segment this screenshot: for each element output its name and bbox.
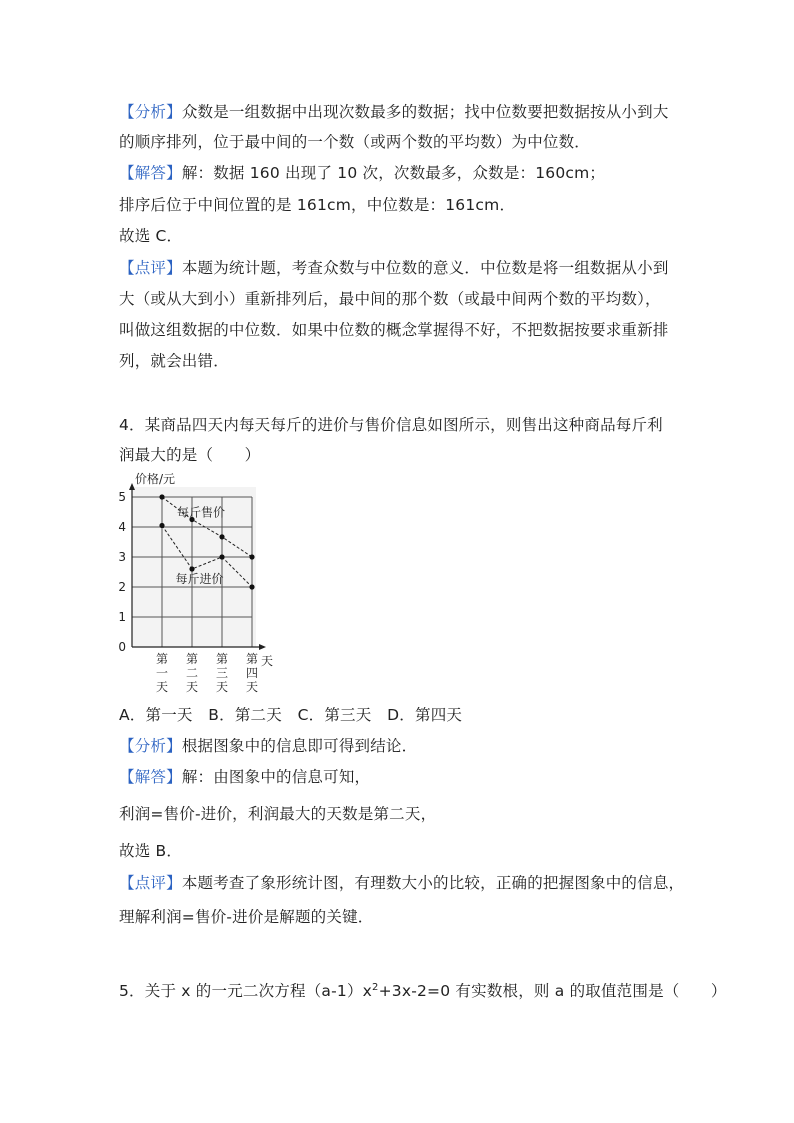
q4-comment-tag: 【点评】 xyxy=(119,874,182,892)
data-point xyxy=(189,566,194,571)
data-point xyxy=(159,523,164,528)
price-chart xyxy=(112,472,284,700)
q4-choose: 故选 B． xyxy=(119,842,183,860)
x-category-label: 第 xyxy=(185,652,199,666)
q5-exponent: 2 xyxy=(372,981,379,993)
q3-answer-line2: 排序后位于中间位置的是 161cm，中位数是：161cm． xyxy=(119,196,516,214)
q4-options: A．第一天 B．第二天 C．第三天 D．第四天 xyxy=(119,706,463,724)
q3-answer-line1: 【解答】解：数据 160 出现了 10 次，次数最多，众数是：160cm； xyxy=(119,164,606,182)
q4-comment-line1: 【点评】本题考查了象形统计图，有理数大小的比较，正确的把握图象中的信息， xyxy=(119,874,685,892)
q4-analysis-tag: 【分析】 xyxy=(119,737,182,755)
q3-comment-line3: 叫做这组数据的中位数．如果中位数的概念掌握得不好，不把数据按要求重新排 xyxy=(119,321,669,339)
q4-answer-tag: 【解答】 xyxy=(119,768,182,786)
q4-answer-line2: 利润=售价-进价，利润最大的天数是第二天， xyxy=(119,805,437,823)
x-category-label: 四 xyxy=(245,666,259,680)
q3-answer-tag: 【解答】 xyxy=(119,164,182,182)
q4-stem-line1: 4．某商品四天内每天每斤的进价与售价信息如图所示，则售出这种商品每斤利 xyxy=(119,416,663,434)
q3-comment-line1: 【点评】本题为统计题，考查众数与中位数的意义．中位数是将一组数据从小到 xyxy=(119,259,669,277)
y-tick-label: 3 xyxy=(118,550,126,564)
y-tick-label: 2 xyxy=(118,580,126,594)
y-tick-label: 0 xyxy=(118,640,126,654)
x-category-label: 第 xyxy=(245,652,259,666)
data-point xyxy=(219,554,224,559)
q4-comment-line2: 理解利润=售价-进价是解题的关键． xyxy=(119,908,374,926)
x-axis-arrow xyxy=(259,644,266,650)
x-category-label: 一 xyxy=(155,666,169,680)
x-category-label: 天 xyxy=(155,680,169,694)
q3-choose: 故选 C． xyxy=(119,227,183,245)
q3-analysis-line1: 【分析】众数是一组数据中出现次数最多的数据；找中位数要把数据按从小到大 xyxy=(119,103,669,121)
y-tick-label: 4 xyxy=(118,520,126,534)
q4-analysis-line1: 【分析】根据图象中的信息即可得到结论． xyxy=(119,737,418,755)
x-axis-label: 天 xyxy=(260,654,274,668)
data-point xyxy=(159,494,164,499)
q4-stem-line2: 润最大的是（ ） xyxy=(119,446,261,464)
q3-analysis-line2: 的顺序排列，位于最中间的一个数（或两个数的平均数）为中位数． xyxy=(119,133,591,151)
y-axis-label: 价格/元 xyxy=(135,472,176,486)
series-label: 每斤进价 xyxy=(175,572,224,586)
price-chart-svg xyxy=(112,472,284,700)
x-category-label: 二 xyxy=(185,666,199,680)
x-category-label: 天 xyxy=(245,680,259,694)
data-point xyxy=(219,534,224,539)
x-category-label: 第 xyxy=(155,652,169,666)
q3-comment-tag: 【点评】 xyxy=(119,259,182,277)
y-tick-label: 1 xyxy=(118,610,126,624)
q3-comment-line4: 列，就会出错． xyxy=(119,352,229,370)
q3-analysis-tag: 【分析】 xyxy=(119,103,182,121)
y-tick-label: 5 xyxy=(118,490,126,504)
q3-comment-line2: 大（或从大到小）重新排列后，最中间的那个数（或最中间两个数的平均数）， xyxy=(119,290,661,308)
x-category-label: 天 xyxy=(215,680,229,694)
x-category-label: 第 xyxy=(215,652,229,666)
x-category-label: 天 xyxy=(185,680,199,694)
data-point xyxy=(249,554,254,559)
q5-stem: 5．关于 x 的一元二次方程$(a-1)x^2+3x-2=0$ 有实数根，则 a 的取值范围是（ ） xyxy=(119,981,727,1000)
data-point xyxy=(249,584,254,589)
series-label: 每斤售价 xyxy=(177,505,226,520)
q4-answer-line1: 【解答】解：由图象中的信息可知， xyxy=(119,768,371,786)
x-category-label: 三 xyxy=(215,666,229,680)
